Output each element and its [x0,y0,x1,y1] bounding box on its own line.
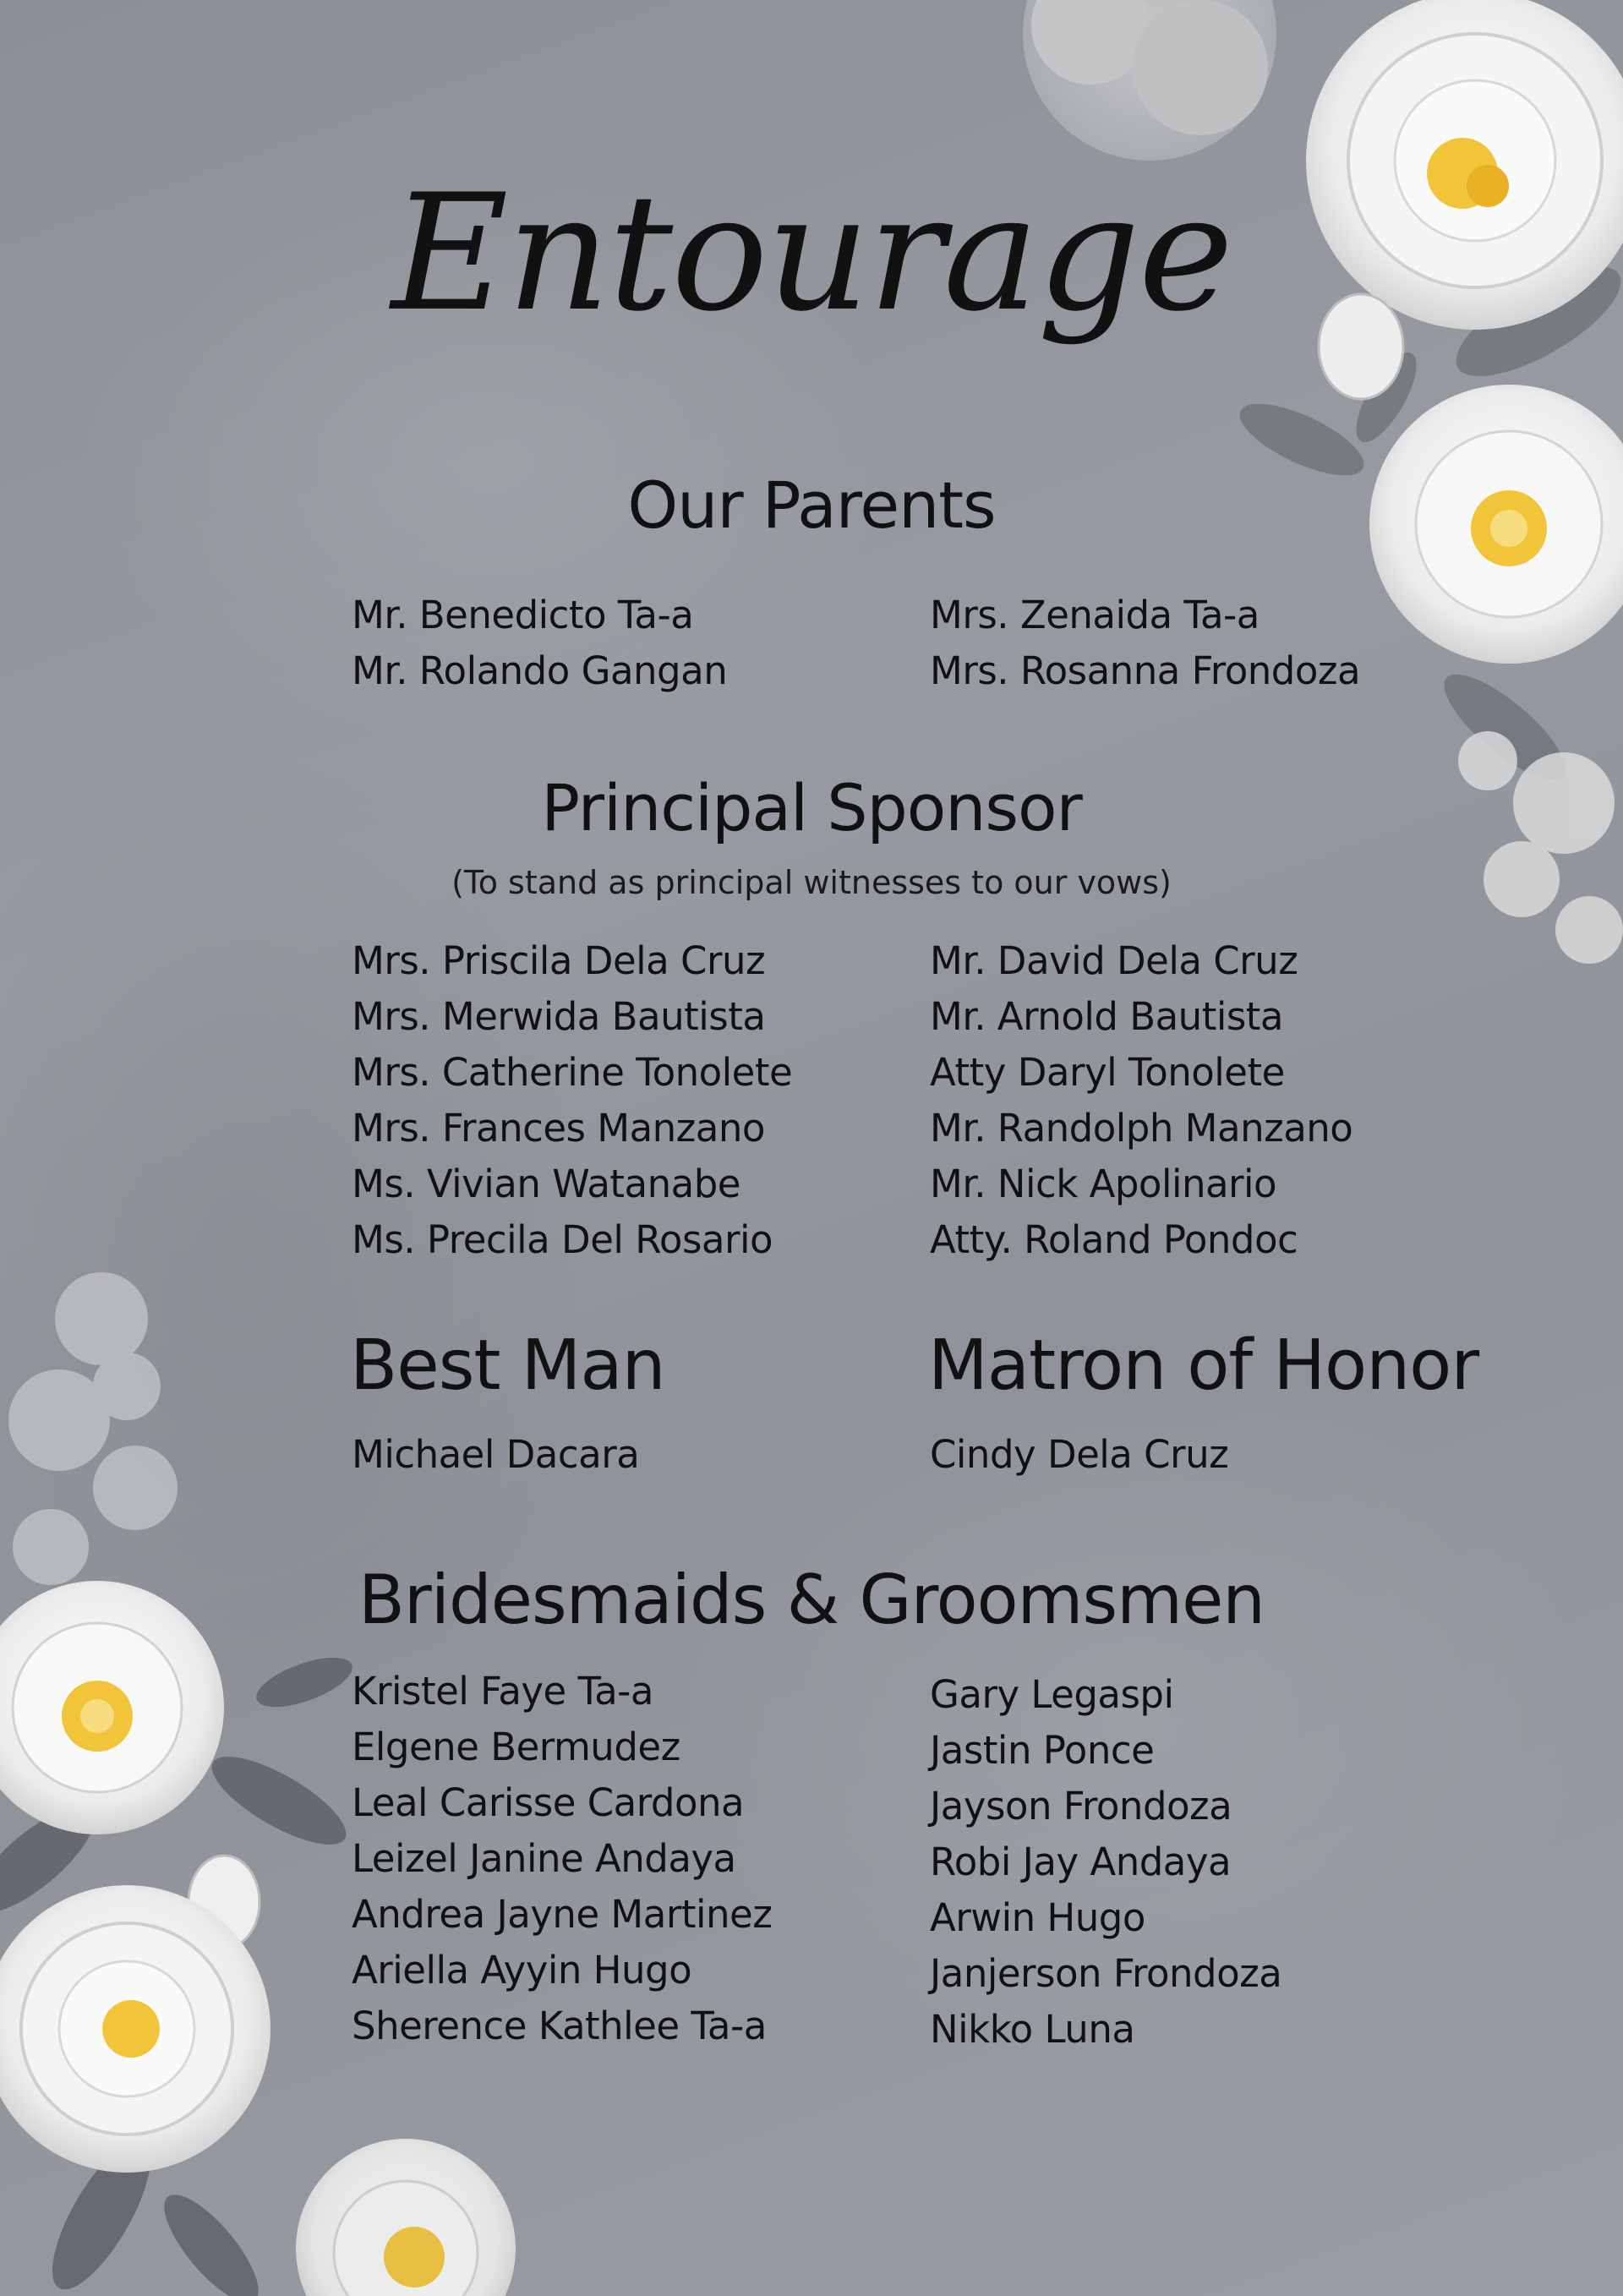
sponsor-name: Ms. Vivian Watanabe [352,1162,740,1206]
page-title: Entourage [391,160,1232,347]
parents-right-column [930,588,1360,699]
matron-column [930,1427,1228,1483]
sponsors-note: (To stand as principal witnesses to our vows) [451,864,1172,901]
groomsman-name: Robi Jay Andaya [930,1840,1232,1884]
best-man-name: Michael Dacara [352,1432,640,1477]
party-heading: Bridesmaids & Groomsmen [358,1561,1265,1639]
flower-top-right-back [1023,0,1276,161]
bridesmaid-name: Leal Carisse Cardona [352,1780,745,1825]
best-man-column [352,1427,639,1483]
sponsors-heading: Principal Sponsor [541,770,1082,845]
bridesmaids-column [352,1664,772,2054]
parents-left-column [352,588,727,699]
groomsman-name: Nikko Luna [930,2007,1135,2052]
flower-bottom-center [296,2139,516,2296]
parents-heading: Our Parents [627,467,996,543]
sponsor-name: Ms. Precila Del Rosario [352,1217,773,1262]
bridesmaid-name: Sherence Kathlee Ta-a [352,2004,767,2048]
groomsman-name: Janjerson Frondoza [930,1951,1282,1996]
bridesmaid-name: Kristel Faye Ta-a [352,1669,653,1714]
groomsman-name: Jastin Ponce [930,1728,1155,1773]
sponsor-name: Mr. Arnold Bautista [930,994,1283,1039]
parent-name: Mr. Benedicto Ta-a [352,593,694,637]
sponsor-name: Mrs. Frances Manzano [352,1106,765,1151]
sponsor-name: Mr. Nick Apolinario [930,1162,1277,1206]
groomsman-name: Gary Legaspi [930,1672,1174,1717]
bridesmaid-name: Leizel Janine Andaya [352,1836,736,1881]
groomsman-name: Jayson Frondoza [930,1784,1232,1829]
bridesmaid-name: Elgene Bermudez [352,1725,680,1769]
best-man-heading: Best Man [350,1326,665,1406]
sponsor-name: Mr. Randolph Manzano [930,1106,1353,1151]
sponsors-right-column [930,933,1352,1268]
parent-name: Mrs. Zenaida Ta-a [930,593,1260,637]
matron-heading: Matron of Honor [928,1326,1479,1406]
groomsmen-column [930,1667,1281,2058]
sponsors-left-column [352,933,792,1268]
sponsor-name: Mrs. Merwida Bautista [352,994,766,1039]
groomsman-name: Arwin Hugo [930,1895,1145,1940]
parent-name: Mr. Rolando Gangan [352,648,728,693]
sponsor-name: Atty. Roland Pondoc [930,1217,1298,1262]
matron-name: Cindy Dela Cruz [930,1432,1229,1477]
sponsor-name: Mr. David Dela Cruz [930,938,1298,983]
parent-name: Mrs. Rosanna Frondoza [930,648,1361,693]
sponsor-name: Mrs. Catherine Tonolete [352,1050,793,1095]
sponsor-name: Mrs. Priscila Dela Cruz [352,938,766,983]
blossoms-left [8,1272,178,1585]
blossoms-right [1458,731,1623,964]
sponsor-name: Atty Daryl Tonolete [930,1050,1285,1095]
bridesmaid-name: Andrea Jayne Martinez [352,1892,773,1937]
bridesmaid-name: Ariella Ayyin Hugo [352,1948,692,1993]
